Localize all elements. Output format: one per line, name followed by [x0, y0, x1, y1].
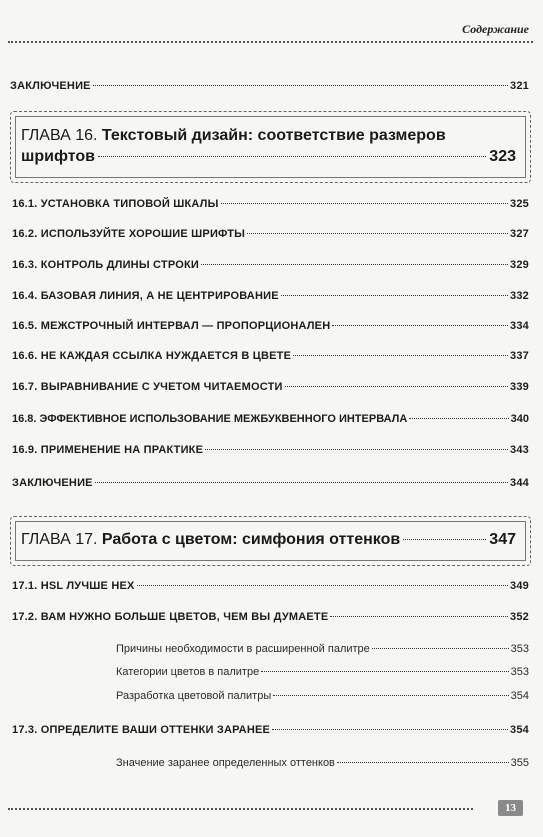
toc-entry-title: Категории цветов в палитре [116, 666, 260, 678]
toc-entry-page: 355 [510, 757, 529, 769]
header-dotted-rule [8, 41, 533, 43]
chapter-title-line2: шрифтов [21, 148, 95, 165]
toc-entry-title: Значение заранее определенных оттенков [116, 757, 335, 769]
toc-entry-conclusion-15[interactable] [10, 80, 529, 92]
dot-leader [281, 295, 508, 296]
toc-entry-page: 354 [510, 724, 529, 736]
chapter-17-heading[interactable] [21, 529, 516, 550]
toc-entry-page: 339 [510, 381, 529, 393]
toc-entry-16-2[interactable] [12, 228, 529, 240]
toc-entry-page: 349 [510, 580, 529, 592]
dot-leader [93, 85, 508, 86]
dot-leader [330, 616, 508, 617]
toc-entry-page: 353 [510, 666, 529, 678]
toc-entry-page: 327 [510, 228, 529, 240]
toc-entry-16-4[interactable] [12, 290, 529, 302]
dot-leader [247, 233, 508, 234]
dot-leader [337, 762, 509, 763]
toc-entry-16-1[interactable] [12, 198, 529, 210]
toc-entry-page: 325 [510, 198, 529, 210]
toc-entry-page: 321 [510, 80, 529, 92]
toc-subentry-color-categories[interactable] [116, 666, 529, 678]
chapter-16-box [10, 111, 531, 183]
chapter-16-heading[interactable] [21, 125, 516, 167]
toc-entry-conclusion-16[interactable] [12, 477, 529, 489]
dot-leader [95, 482, 508, 483]
toc-entry-title: ЗАКЛЮЧЕНИЕ [10, 80, 91, 92]
toc-entry-page: 332 [510, 290, 529, 302]
toc-entry-title: Причины необходимости в расширенной палитре [116, 643, 370, 655]
chapter-17-box [10, 516, 531, 566]
page-header [0, 0, 543, 44]
toc-entry-16-5[interactable] [12, 320, 529, 332]
toc-entry-17-2[interactable] [12, 611, 529, 623]
dot-leader [201, 264, 508, 265]
toc-entry-title: Разработка цветовой палитры [116, 690, 272, 702]
toc-subentry-predefined-shades[interactable] [116, 757, 529, 769]
dot-leader [272, 729, 508, 730]
chapter-page: 347 [489, 531, 516, 548]
dot-leader [205, 449, 508, 450]
dot-leader [293, 355, 508, 356]
toc-entry-title: 16.6. НЕ КАЖДАЯ ССЫЛКА НУЖДАЕТСЯ В ЦВЕТЕ [12, 350, 292, 362]
chapter-page: 323 [489, 148, 516, 165]
chapter-title: Работа с цветом: симфония оттенков [101, 531, 401, 548]
toc-entry-title: 16.1. УСТАНОВКА ТИПОВОЙ ШКАЛЫ [12, 198, 219, 210]
running-header-title: Содержание [462, 22, 529, 36]
toc-entry-title: 17.3. ОПРЕДЕЛИТЕ ВАШИ ОТТЕНКИ ЗАРАНЕЕ [12, 724, 271, 736]
dot-leader [332, 325, 508, 326]
dot-leader [409, 418, 508, 419]
toc-entry-page: 354 [510, 690, 529, 702]
toc-subentry-palette-reasons[interactable] [116, 643, 529, 655]
dot-leader [261, 671, 508, 672]
toc-entry-page: 344 [510, 477, 529, 489]
toc-entry-16-8[interactable] [12, 413, 529, 425]
toc-entry-title: 16.5. МЕЖСТРОЧНЫЙ ИНТЕРВАЛ — ПРОПОРЦИОНАЛЕН [12, 320, 331, 332]
dot-leader [221, 203, 508, 204]
chapter-label: ГЛАВА 16. [21, 127, 98, 144]
toc-entry-page: 329 [510, 259, 529, 271]
toc-entry-16-6[interactable] [12, 350, 529, 362]
dot-leader [403, 539, 486, 540]
dot-leader [285, 386, 508, 387]
toc-entry-page: 337 [510, 350, 529, 362]
toc-entry-16-9[interactable] [12, 444, 529, 456]
chapter-label: ГЛАВА 17. [21, 531, 98, 548]
toc-entry-17-1[interactable] [12, 580, 529, 592]
toc-entry-title: 16.9. ПРИМЕНЕНИЕ НА ПРАКТИКЕ [12, 444, 204, 456]
toc-entry-page: 352 [510, 611, 529, 623]
toc-entry-16-3[interactable] [12, 259, 529, 271]
footer-dotted-rule [8, 808, 473, 810]
chapter-title-line1: Текстовый дизайн: соответствие размеров [101, 127, 446, 144]
toc-entry-page: 340 [510, 413, 529, 425]
toc-entry-title: 17.1. HSL ЛУЧШЕ HEX [12, 580, 135, 592]
toc-entry-title: 16.7. ВЫРАВНИВАНИЕ С УЧЕТОМ ЧИТАЕМОСТИ [12, 381, 283, 393]
toc-entry-17-3[interactable] [12, 724, 529, 736]
toc-entry-page: 343 [510, 444, 529, 456]
toc-entry-page: 334 [510, 320, 529, 332]
toc-entry-title: 16.4. БАЗОВАЯ ЛИНИЯ, А НЕ ЦЕНТРИРОВАНИЕ [12, 290, 279, 302]
toc-subentry-palette-development[interactable] [116, 690, 529, 702]
toc-entry-title: 17.2. ВАМ НУЖНО БОЛЬШЕ ЦВЕТОВ, ЧЕМ ВЫ ДУМАЕТЕ [12, 611, 329, 623]
toc-entry-title: 16.2. ИСПОЛЬЗУЙТЕ ХОРОШИЕ ШРИФТЫ [12, 228, 246, 240]
toc-entry-title: ЗАКЛЮЧЕНИЕ [12, 477, 93, 489]
toc-entry-title: 16.8. ЭФФЕКТИВНОЕ ИСПОЛЬЗОВАНИЕ МЕЖБУКВЕННОГО ИНТЕРВАЛА [12, 413, 408, 425]
dot-leader [273, 695, 508, 696]
toc-entry-title: 16.3. КОНТРОЛЬ ДЛИНЫ СТРОКИ [12, 259, 199, 271]
dot-leader [98, 156, 486, 157]
toc-entry-page: 353 [510, 643, 529, 655]
dot-leader [137, 585, 509, 586]
page-number-badge: 13 [498, 800, 523, 816]
toc-entry-16-7[interactable] [12, 381, 529, 393]
dot-leader [372, 648, 509, 649]
